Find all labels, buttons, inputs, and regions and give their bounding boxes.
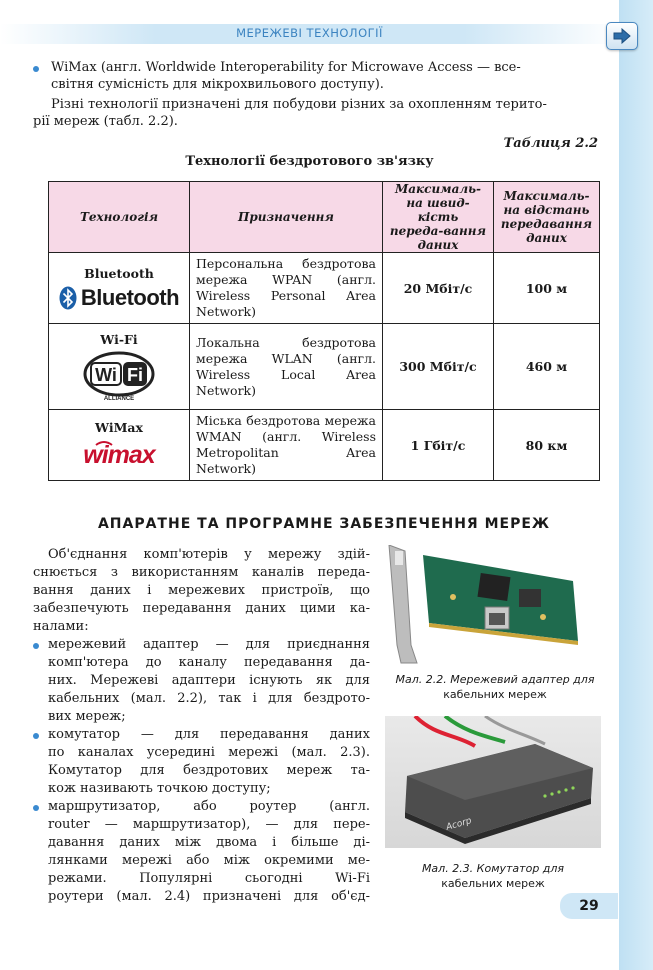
body-line: вання даних і мережевих пристроїв, що: [33, 583, 370, 598]
bullet-icon: [33, 733, 39, 739]
body-line: забезпечують передавання даних цими ка-: [33, 601, 370, 616]
body-line: Об'єднання комп'ютерів у мережу здій-: [48, 547, 370, 562]
body-line: кож називають точкою доступу;: [48, 781, 271, 796]
figure-caption: [385, 861, 601, 891]
body-line: мережевий адаптер — для приєднання: [48, 637, 370, 652]
bluetooth-logo: [50, 285, 188, 311]
caption-line: Мал. 2.2. Мережевий адаптер для: [395, 673, 595, 686]
speed-cell: 20 Мбіт/с: [383, 253, 494, 324]
table-row: [49, 410, 600, 481]
switch-drawing: [385, 716, 601, 848]
tech-name: WiMax: [95, 419, 143, 435]
bluetooth-icon: [59, 286, 77, 310]
table-row: [49, 324, 600, 410]
body-line: лянками мережі або між окремими ме-: [48, 853, 370, 868]
speed-cell: 1 Гбіт/с: [383, 410, 494, 481]
header-distance: Максималь-на відстань передавання даних: [494, 182, 600, 253]
page-number: 29: [560, 893, 618, 919]
distance-cell: 100 м: [494, 253, 600, 324]
body-line: маршрутизатор, або роутер (англ.: [48, 799, 370, 814]
wimax-logo: [76, 439, 162, 471]
header-technology: Технологія: [49, 182, 190, 253]
distance-cell: 460 м: [494, 324, 600, 410]
body-line: комутатор — для передавання даних: [48, 727, 370, 742]
tech-name: Bluetooth: [84, 265, 154, 281]
speed-cell: 300 Мбіт/с: [383, 324, 494, 410]
tech-cell: [49, 410, 190, 481]
purpose-cell: Локальна бездротова мережа WLAN (англ. Wireless Local Area Network): [190, 324, 383, 410]
bluetooth-wordmark: Bluetooth: [80, 284, 180, 310]
switch-brand: Acorp: [445, 816, 473, 833]
caption-line: кабельних мереж: [443, 688, 547, 701]
table-label: Таблиця 2.2: [503, 136, 598, 151]
wimax-line-2: світня сумісність для мікрохвильового доступу).: [51, 77, 384, 92]
body-line: комп'ютера до каналу передавання да-: [48, 655, 370, 670]
tech-cell: [49, 324, 190, 410]
figure-caption: [383, 672, 607, 702]
distance-cell: 80 км: [494, 410, 600, 481]
svg-text:ALLIANCE: ALLIANCE: [103, 395, 135, 402]
body-line: налами:: [33, 619, 89, 634]
svg-text:Wi: Wi: [95, 364, 117, 385]
table-title: Технології бездротового зв'язку: [185, 154, 434, 169]
svg-text:Fi: Fi: [127, 364, 143, 385]
bullet-icon: [33, 643, 39, 649]
purpose-cell: Міська бездротова мережа WMAN (англ. Wireless Metropolitan Area Network): [190, 410, 383, 481]
bullet-icon: [33, 805, 39, 811]
table-header-row: [49, 182, 600, 253]
body-line: них. Мережеві адаптери існують як для: [48, 673, 370, 688]
header-speed: Максималь-на швид-кість переда-вання даних: [383, 182, 494, 253]
header-purpose: Призначення: [190, 182, 383, 253]
bullet-icon: [33, 66, 39, 72]
paragraph-line-2: рії мереж (табл. 2.2).: [33, 114, 178, 129]
body-line: по каналах усередині мережі (мал. 2.3).: [48, 745, 370, 760]
purpose-cell: Персональна бездротова мережа WPAN (англ. Wireless Personal Area Network): [190, 253, 383, 324]
caption-line: Мал. 2.3. Комутатор для: [421, 862, 565, 875]
wimax-line-1: WiMax (англ. Worldwide Interoperability for Microwave Access — все-: [51, 60, 521, 75]
caption-line: кабельних мереж: [441, 877, 545, 890]
running-header: МЕРЕЖЕВІ ТЕХНОЛОГІЇ: [236, 26, 383, 40]
body-line: Комутатор для бездротових мереж та-: [48, 763, 370, 778]
tech-name: Wi-Fi: [100, 331, 138, 347]
svg-text:wimax: wimax: [83, 440, 155, 469]
wireless-technologies-table: [48, 181, 600, 481]
paragraph-line-1: Різні технології призначені для побудови різних за охопленням терито-: [51, 97, 547, 112]
body-line: вих мереж;: [48, 709, 126, 724]
body-line: давання даних між двома і більше ді-: [48, 835, 370, 850]
tech-cell: [49, 253, 190, 324]
wifi-logo: [83, 350, 155, 402]
body-line: кабельних (мал. 2.2), так і для бездрото-: [48, 691, 370, 706]
next-page-button[interactable]: [606, 22, 638, 50]
network-adapter-image: [383, 545, 607, 665]
body-line: режами. Популярні сьогодні Wi-Fi: [48, 871, 370, 886]
section-heading: АПАРАТНЕ ТА ПРОГРАМНЕ ЗАБЕЗПЕЧЕННЯ МЕРЕЖ: [97, 516, 551, 532]
body-line: снюється з використанням каналів переда-: [33, 565, 370, 580]
body-line: роутери (мал. 2.4) призначені для об'єд-: [48, 889, 370, 904]
table-row: [49, 253, 600, 324]
network-switch-image: [385, 716, 601, 848]
arrow-right-icon: [613, 28, 631, 44]
right-margin-band: [619, 0, 653, 970]
body-line: router — маршрутизатор), — для пере-: [48, 817, 370, 832]
